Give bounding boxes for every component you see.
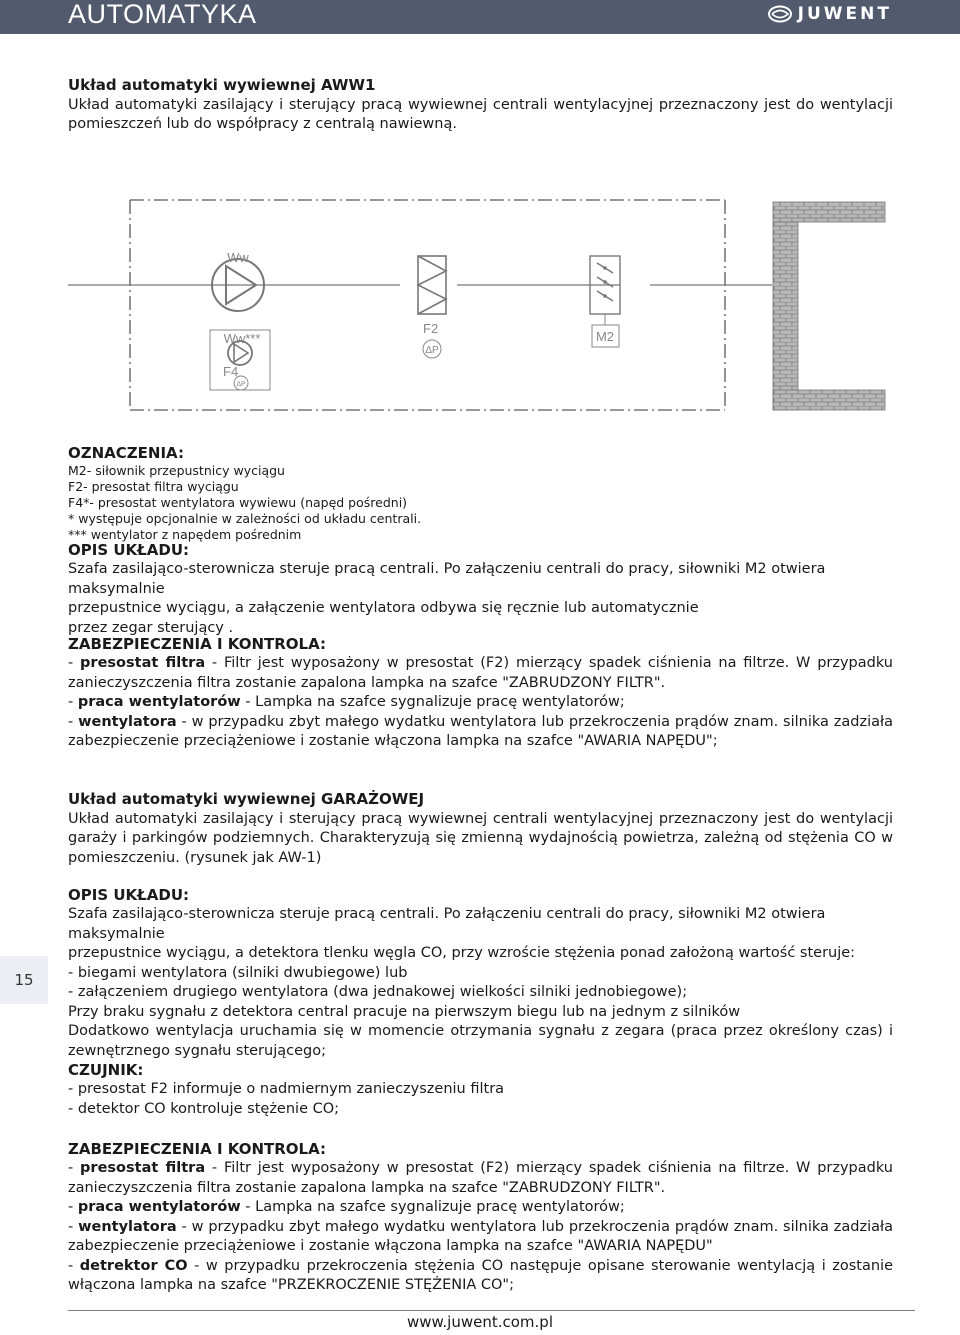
page-number: 15 <box>0 956 48 1004</box>
zab-item-filter: - presostat filtra - Filtr jest wyposażony w presostat (F2) mierzący spadek ciśnienia na filtrze. W przypadku zanieczyszczenia filtra zostanie zapalona lampka na szafce "ZABRUDZONY FILTR". <box>68 1160 893 1196</box>
footer-url: www.juwent.com.pl <box>406 1313 553 1331</box>
svg-text:ΔP: ΔP <box>425 345 439 356</box>
juwent-logo-icon <box>768 5 792 23</box>
opis-line: - biegami wentylatora (silniki dwubiegowe) lub <box>68 964 408 981</box>
legend-item: * występuje opcjonalnie w zależności od układu centrali. <box>68 511 422 526</box>
ventilation-schematic <box>60 190 900 430</box>
opis-line: - załączeniem drugiego wentylatora (dwa jednakowej wielkości silniki jednobiegowe); <box>68 984 688 1000</box>
footer-divider <box>68 1310 915 1311</box>
opis-line: przepustnice wyciągu, a załączenie wentylatora odbywa się ręcznie lub automatycznie <box>68 600 699 616</box>
czujnik-item: - presostat F2 informuje o nadmiernym zanieczyszeniu filtra <box>68 1081 505 1097</box>
opis-heading: OPIS UKŁADU: <box>68 886 190 904</box>
opis-section-2 <box>68 885 893 1061</box>
section-title: Układ automatyki wywiewnej AWW1 <box>68 76 376 94</box>
duct-outline <box>130 200 725 410</box>
zab-item-fans: - praca wentylatorów - Lampka na szafce sygnalizuje pracę wentylatorów; <box>68 1199 625 1215</box>
opis-line: Dodatkowo wentylacja uruchamia się w momencie otrzymania sygnału z zegara (praca przez określony czas) i zewnętrznego sygnału sterującego; <box>68 1023 893 1059</box>
czujnik-item: - detektor CO kontroluje stężenie CO; <box>68 1100 340 1117</box>
zab-item-filter: - presostat filtra - Filtr jest wyposażony w presostat (F2) mierzący spadek ciśnienia na filtrze. W przypadku zanieczyszczenia filtra zostanie zapalona lampka na szafce "ZABRUDZONY FILTR". <box>68 655 893 691</box>
opis-line: przepustnice wyciągu, a detektora tlenku węgla CO, przy wzroście stężenia ponad założoną wartość steruje: <box>68 945 856 961</box>
zabezpieczenia-section-1 <box>68 634 893 752</box>
damper-label: M2 <box>595 329 615 344</box>
czujnik-section <box>68 1060 893 1119</box>
legend-item: F2- presostat filtra wyciągu <box>68 479 239 494</box>
section-intro: Układ automatyki zasilający i sterujący pracą wywiewnej centrali wentylacyjnej przeznaczony jest do wentylacji garaży i parkingów podziemnych. Charakteryzują się zmienną wydajnością powietrza, zależną od stężenia CO w pomieszczeniu. (rysunek jak AW-1) <box>68 810 893 866</box>
zab-item-fans: - praca wentylatorów - Lampka na szafce sygnalizuje pracę wentylatorów; <box>68 694 625 710</box>
page-header <box>0 0 960 34</box>
zab-item-co: - detrektor CO - w przypadku przekroczenia stężenia CO następuje opisane sterowanie wentylacją i zostanie włączona lampka na szafce "PRZEKROCZENIE STĘŻENIA CO"; <box>68 1257 893 1293</box>
filter-icon <box>418 256 446 314</box>
czujnik-heading: CZUJNIK: <box>68 1061 144 1079</box>
opis-line: Przy braku sygnału z detektora central pracuje na pierwszym biegu lub na jednym z silników <box>68 1003 741 1020</box>
opis-heading: OPIS UKŁADU: <box>68 541 190 559</box>
zab-heading: ZABEZPIECZENIA I KONTROLA: <box>68 635 326 653</box>
legend-item: *** wentylator z napędem pośrednim <box>68 527 302 542</box>
legend-heading: OZNACZENIA: <box>68 444 184 462</box>
zab-item-fan: - wentylatora - w przypadku zbyt małego wydatku wentylatora lub przekroczenia prądów znam. silnika zadziała zabezpieczenie przeciążeniowe i zostanie włączona lampka na szafce "AWARIA NAPĘDU" <box>68 1218 894 1254</box>
opis-section-1 <box>68 540 893 638</box>
zab-item-fan: - wentylatora - w przypadku zbyt małego wydatku wentylatora lub przekroczenia prądów znam. silnika zadziała zabezpieczenie przeciążeniowe i zostanie włączona lampka na szafce "AWARIA NAPĘDU"; <box>68 713 894 749</box>
opis-line: Szafa zasilająco-sterownicza steruje pracą centrali. Po załączeniu centrali do pracy, siłowniki M2 otwiera maksymalnie <box>68 561 826 597</box>
section-intro: Układ automatyki zasilający i sterujący pracą wywiewnej centrali wentylacyjnej przeznaczony jest do wentylacji pomieszczeń lub do współpracy z centralą nawiewną. <box>68 96 893 132</box>
section-aww1 <box>68 76 893 135</box>
presostat-f4-label: F4 <box>223 364 239 379</box>
legend-item: M2- siłownik przepustnicy wyciągu <box>68 463 285 478</box>
zab-heading: ZABEZPIECZENIA I KONTROLA: <box>68 1140 326 1158</box>
svg-text:ΔP: ΔP <box>236 381 246 388</box>
filter-label: F2 <box>423 321 439 336</box>
legend-item: F4*- presostat wentylatora wywiewu (napęd pośredni) <box>68 495 408 510</box>
opis-line: przez zegar sterujący . <box>68 619 234 636</box>
header-title: AUTOMATYKA <box>68 0 257 29</box>
company-logo <box>768 3 892 25</box>
fan-aux-label: Ww*** <box>223 331 261 346</box>
fan-main-label: Ww <box>227 250 249 265</box>
opis-line: Szafa zasilająco-sterownicza steruje pracą centrali. Po załączeniu centrali do pracy, siłowniki M2 otwiera maksymalnie <box>68 906 826 942</box>
legend-section <box>68 443 893 543</box>
section-garage <box>68 790 893 868</box>
zabezpieczenia-section-2 <box>68 1139 893 1296</box>
logo-text: JUWENT <box>797 4 892 24</box>
brick-wall-icon <box>773 202 885 410</box>
section-title: Układ automatyki wywiewnej GARAŻOWEJ <box>68 790 425 808</box>
